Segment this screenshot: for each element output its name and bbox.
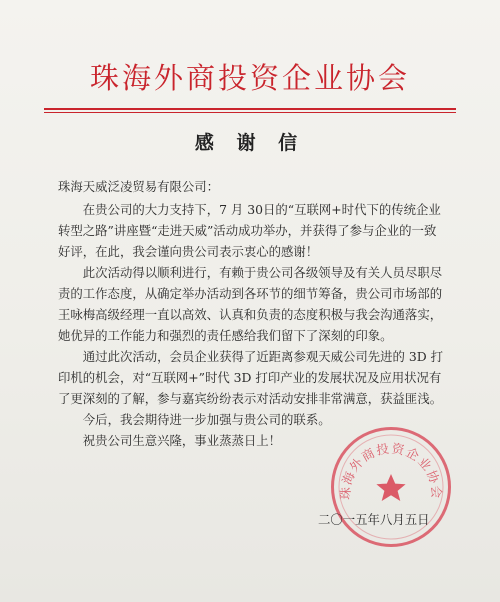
letter-date: 二〇一五年八月五日	[318, 512, 430, 527]
letterhead-rule-thick	[44, 108, 456, 110]
letter-title: 感 谢 信	[194, 132, 306, 154]
seal-text: 珠海外商投资企业协会	[337, 440, 445, 500]
letter-paragraph-1: 在贵公司的大力支持下，7 月 30日的“互联网+时代下的传统企业转型之路”讲座暨“走进天威”活动成功举办，并获得了参与企业的一致好评，在此，我会谨向贵公司表示衷心的感谢！	[58, 202, 441, 259]
star-icon	[376, 474, 405, 501]
letter-paragraph-5: 祝贵公司生意兴隆，事业蒸蒸日上！	[82, 433, 282, 448]
letter-paragraph-4: 今后，我会期待进一步加强与贵公司的联系。	[82, 412, 331, 427]
letterhead-rule-thin	[44, 112, 456, 113]
letter-paragraph-3: 通过此次活动，会员企业获得了近距离参观天威公司先进的 3D 打印机的机会，对“互联网+”时代 3D 打印产业的发展状况及应用状况有了更深刻的了解，参与嘉宾纷纷表示对活动安排非常满意，获益匪浅。	[58, 349, 444, 406]
letter-body	[58, 176, 446, 451]
letter-salutation: 珠海天威泛凌贸易有限公司：	[58, 179, 220, 194]
letter-paragraph-2: 此次活动得以顺利进行，有赖于贵公司各级领导及有关人员尽职尽责的工作态度，从确定举办活动到各环节的细节筹备，贵公司市场部的王咏梅高级经理一直以高效、认真和负责的态度积极与我会沟通落实，她优异的工作能力和强烈的责任感给我们留下了深刻的印象。	[58, 265, 443, 343]
letterhead-org-name: 珠海外商投资企业协会	[89, 61, 410, 95]
official-seal-stamp	[331, 427, 451, 547]
